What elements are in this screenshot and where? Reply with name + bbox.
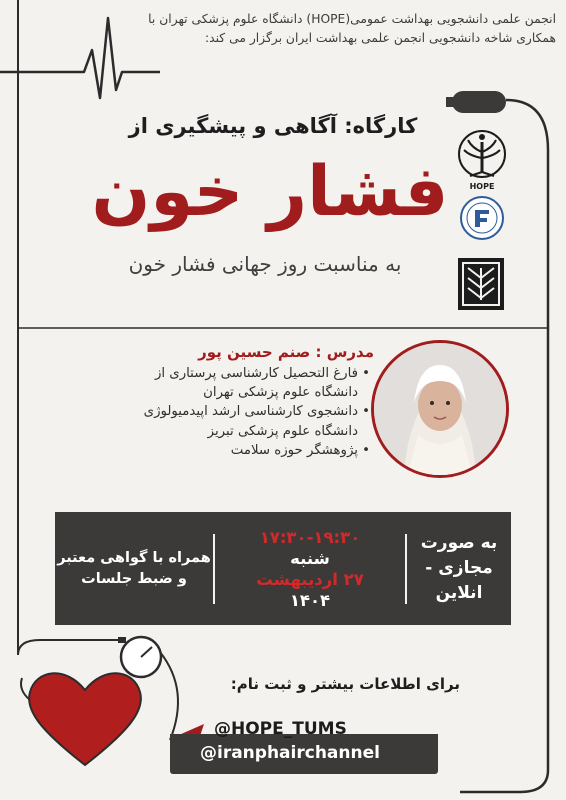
channel-handle-link[interactable]: @iranphairchannel: [200, 743, 380, 763]
event-info-panel: [55, 512, 511, 625]
instructor-portrait-illustration: [374, 343, 506, 475]
instructor-bio-list: [130, 364, 370, 460]
instructor-photo: [371, 340, 509, 478]
workshop-kicker: کارگاه: آگاهی و پیشگیری از: [128, 114, 418, 138]
event-format: به صورت مجازی - انلاین: [420, 533, 498, 603]
bio-item: • فارغ التحصیل کارشناسی پرستاری از دانشگاه علوم پزشکی تهران: [130, 364, 370, 402]
certificate-note: همراه با گواهی معتبر و ضبط جلسات: [57, 549, 211, 587]
organizer-intro: انجمن علمی دانشجویی بهداشت عمومی(HOPE) دانشگاه علوم پزشکی تهران با همکاری شاخه دانشجویی انجمن علمی بهداشت ایران برگزار می کند:: [148, 12, 556, 45]
university-logo: [456, 256, 506, 312]
workshop-title: فشار خون: [91, 152, 449, 232]
society-logo: [458, 194, 506, 242]
info-divider: [405, 534, 407, 604]
tehran-university-logo-icon: [456, 256, 506, 312]
event-schedule: [215, 512, 405, 625]
tree-of-life-logo-icon: [450, 128, 514, 180]
event-day: شنبه: [290, 548, 330, 568]
bio-item: • پژوهشگر حوزه سلامت: [130, 441, 370, 460]
bio-item: • دانشجوی کارشناسی ارشد اپیدمیولوژی دانشگاه علوم پزشکی تبریز: [130, 402, 370, 440]
pressure-gauge-icon: [118, 637, 161, 677]
pressure-bulb-icon: [446, 91, 506, 113]
instructor-label: مدرس : صنم حسین پور: [198, 343, 374, 361]
occasion-subtitle: به مناسبت روز جهانی فشار خون: [128, 252, 402, 276]
gauge-tube: [18, 640, 122, 655]
event-time: ۱۷:۳۰-۱۹:۳۰: [259, 527, 361, 547]
heart-icon: [29, 673, 141, 765]
hope-logo: [450, 128, 514, 190]
event-date: ۲۷ اردیبهشت: [256, 569, 364, 589]
event-year: ۱۴۰۴: [289, 590, 331, 610]
hope-handle-link[interactable]: @HOPE_TUMS: [214, 719, 347, 739]
registration-prompt: برای اطلاعات بیشتر و ثبت نام:: [230, 675, 460, 693]
hope-logo-label: HOPE: [469, 182, 495, 191]
info-divider: [213, 534, 215, 604]
circular-emblem-logo-icon: [458, 194, 506, 242]
